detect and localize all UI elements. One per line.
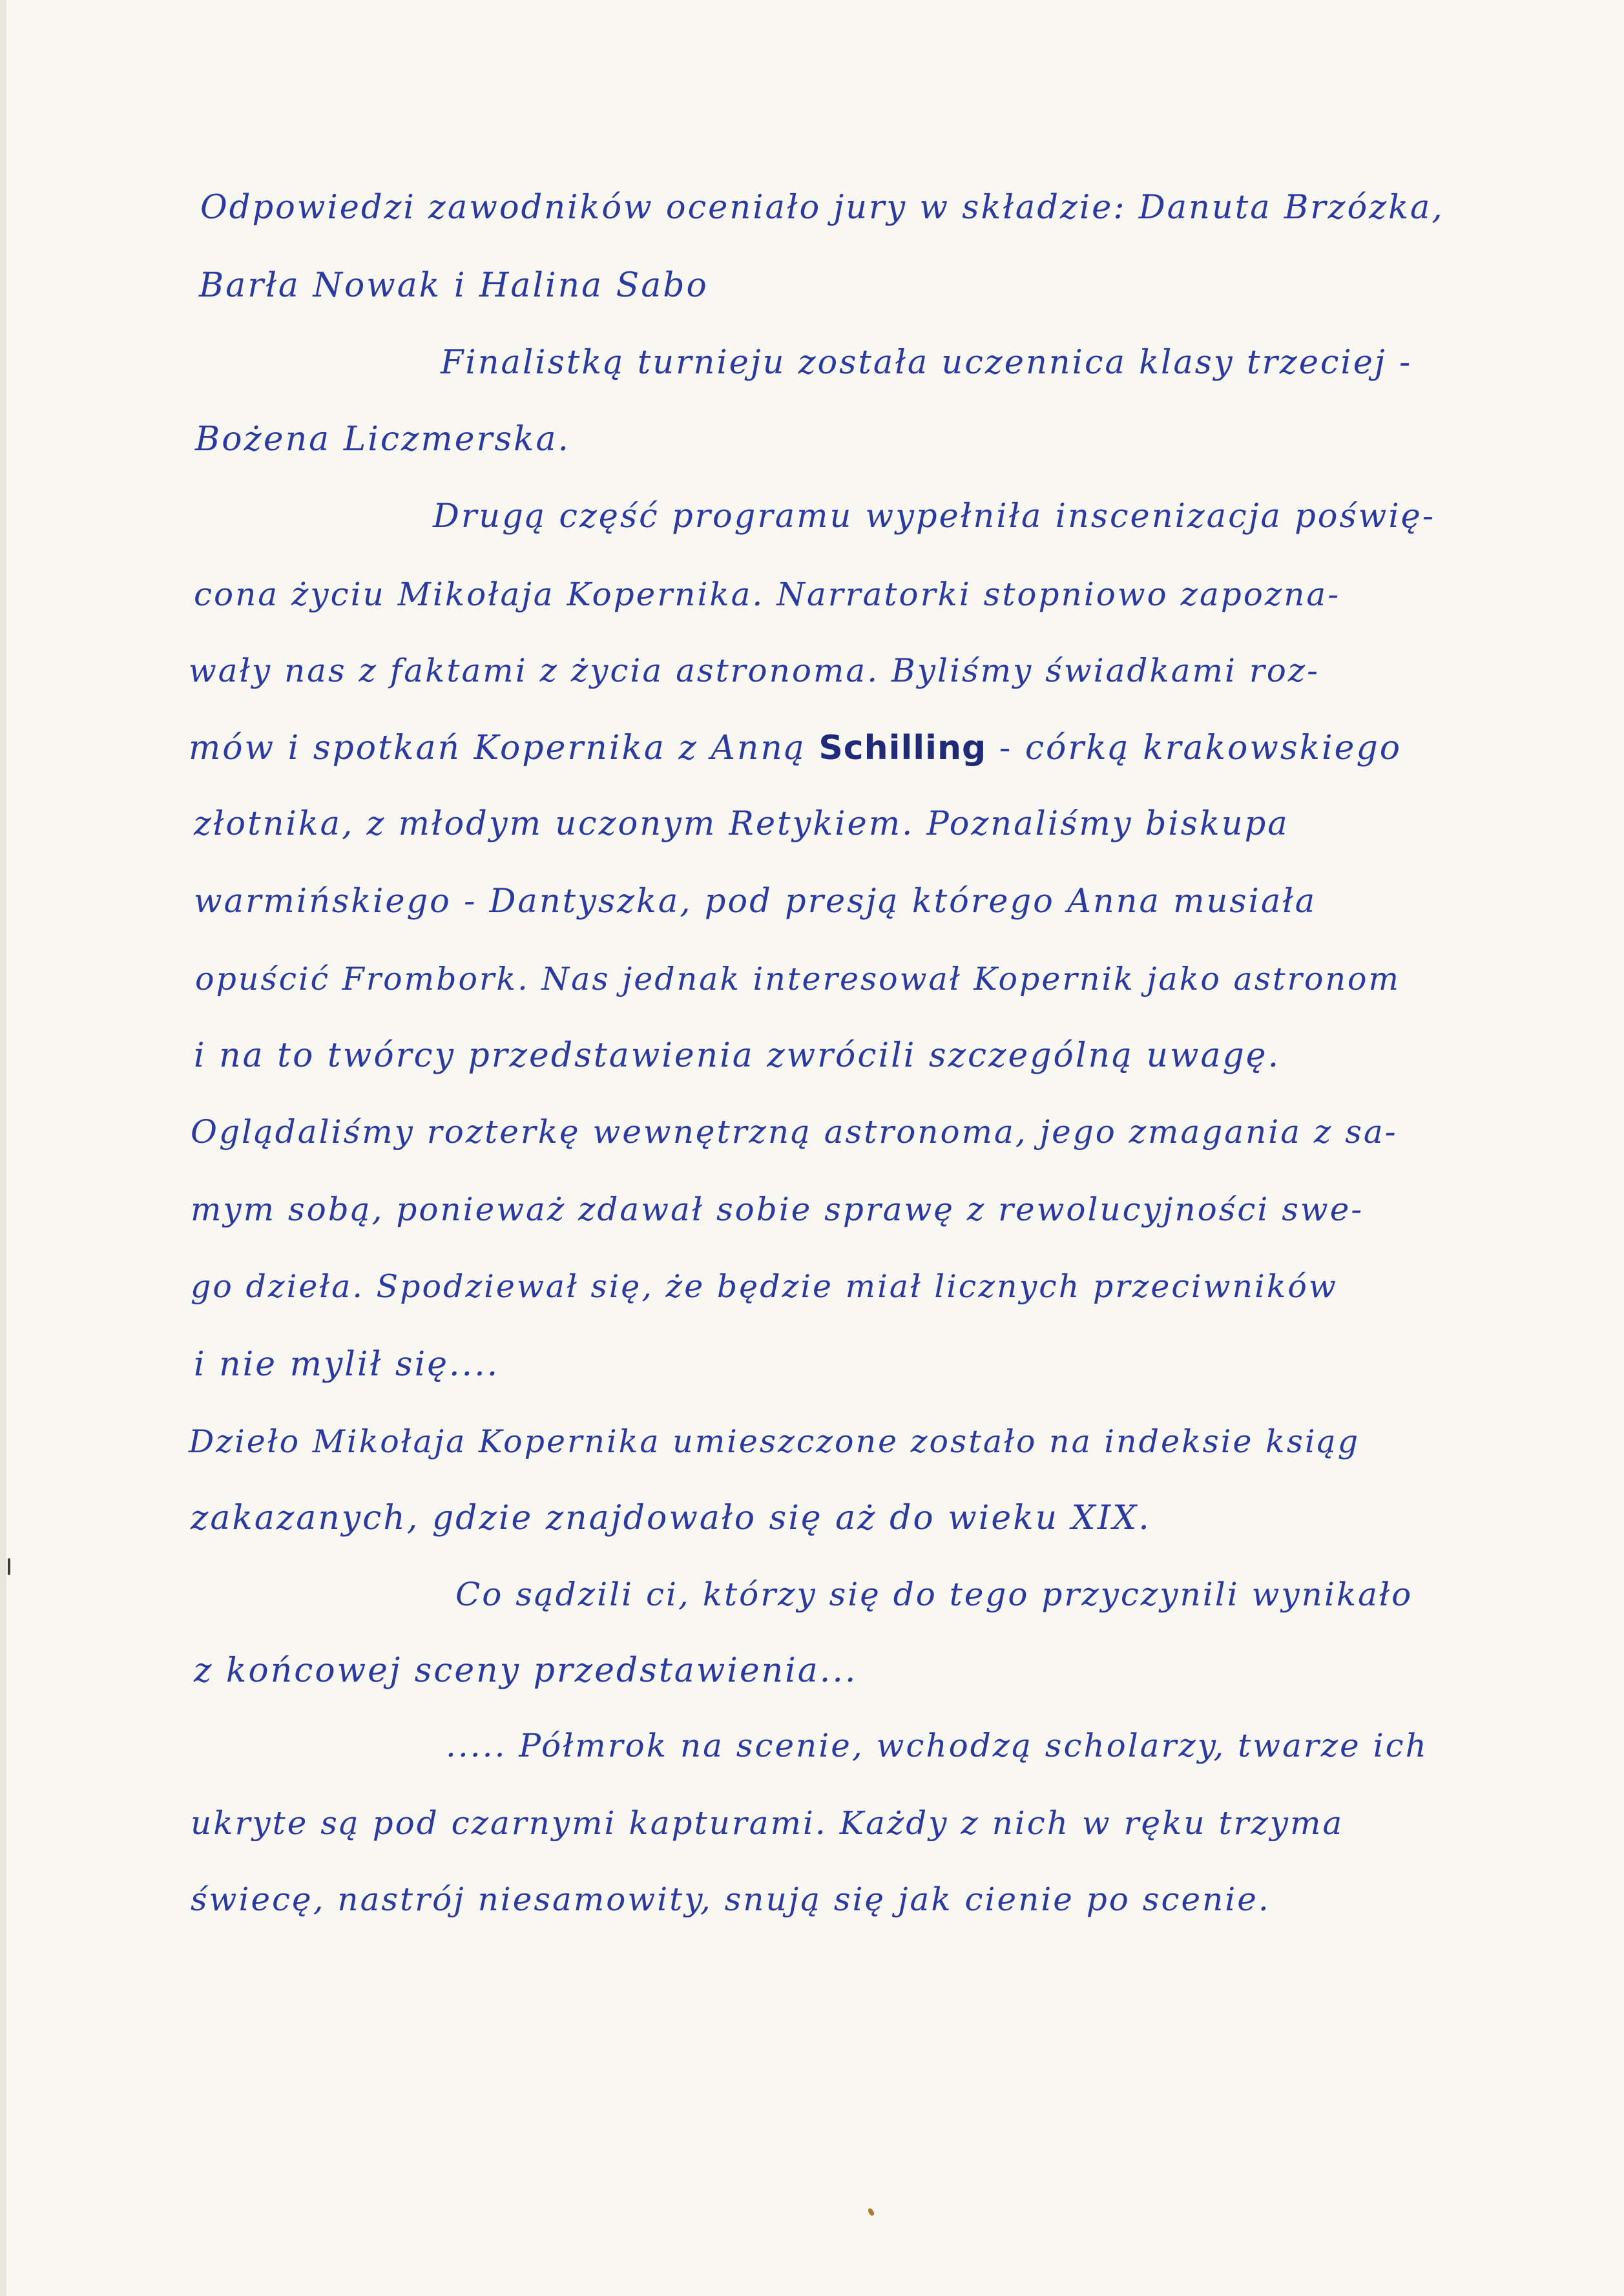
surname-schilling: Schilling <box>818 729 987 767</box>
text-line: warmińskiego - Dantyszka, pod presją którego Anna musiała <box>194 882 1317 921</box>
text-line <box>189 727 1402 769</box>
text-line: Co sądzili ci, którzy się do tego przyczynili wynikało <box>455 1576 1413 1613</box>
text-line: Drugą część programu wypełniła inscenizacja poświę- <box>433 497 1436 536</box>
text-line: Barła Nowak i Halina Sabo <box>199 266 709 305</box>
text-line: opuścić Frombork. Nas jednak interesował Kopernik jako astronom <box>195 961 1400 997</box>
line-text: mów i spotkań Kopernika z Anną <box>189 729 806 767</box>
text-line: i nie mylił się.... <box>194 1345 500 1384</box>
text-line: cona życiu Mikołaja Kopernika. Narratorki stopniowo zapozna- <box>194 576 1341 613</box>
text-line: Odpowiedzi zawodników oceniało jury w składzie: Danuta Brzózka, <box>200 189 1444 227</box>
text-line: z końcowej sceny przedstawienia... <box>194 1651 858 1690</box>
text-line: Oglądaliśmy rozterkę wewnętrzną astronoma, jego zmagania z sa- <box>191 1113 1398 1151</box>
text-line: Finalistką turnieju została uczennica klasy trzeciej - <box>441 344 1413 382</box>
text-line: zakazanych, gdzie znajdowało się aż do wieku XIX. <box>191 1499 1151 1538</box>
text-line: ..... Półmrok na scenie, wchodzą scholarzy, twarze ich <box>446 1727 1428 1764</box>
line-text: - córką krakowskiego <box>999 729 1402 767</box>
text-line: złotnika, z młodym uczonym Retykiem. Poznaliśmy biskupa <box>194 805 1289 843</box>
text-line: świecę, nastrój niesamowity, snują się jak cienie po scenie. <box>191 1881 1271 1918</box>
text-line: wały nas z faktami z życia astronoma. Byliśmy świadkami roz- <box>189 652 1320 689</box>
text-line: i na to twórcy przedstawienia zwrócili szczególną uwagę. <box>194 1036 1281 1075</box>
text-line: Dzieło Mikołaja Kopernika umieszczone zostało na indeksie ksiąg <box>189 1423 1360 1460</box>
text-line: ukryte są pod czarnymi kapturami. Każdy z nich w ręku trzyma <box>191 1804 1344 1842</box>
text-line: go dzieła. Spodziewał się, że będzie miał licznych przeciwników <box>191 1268 1338 1305</box>
handwritten-text <box>6 0 1624 2296</box>
text-line: mym sobą, ponieważ zdawał sobie sprawę z rewolucyjności swe- <box>191 1191 1364 1228</box>
text-line: Bożena Liczmerska. <box>195 420 571 459</box>
